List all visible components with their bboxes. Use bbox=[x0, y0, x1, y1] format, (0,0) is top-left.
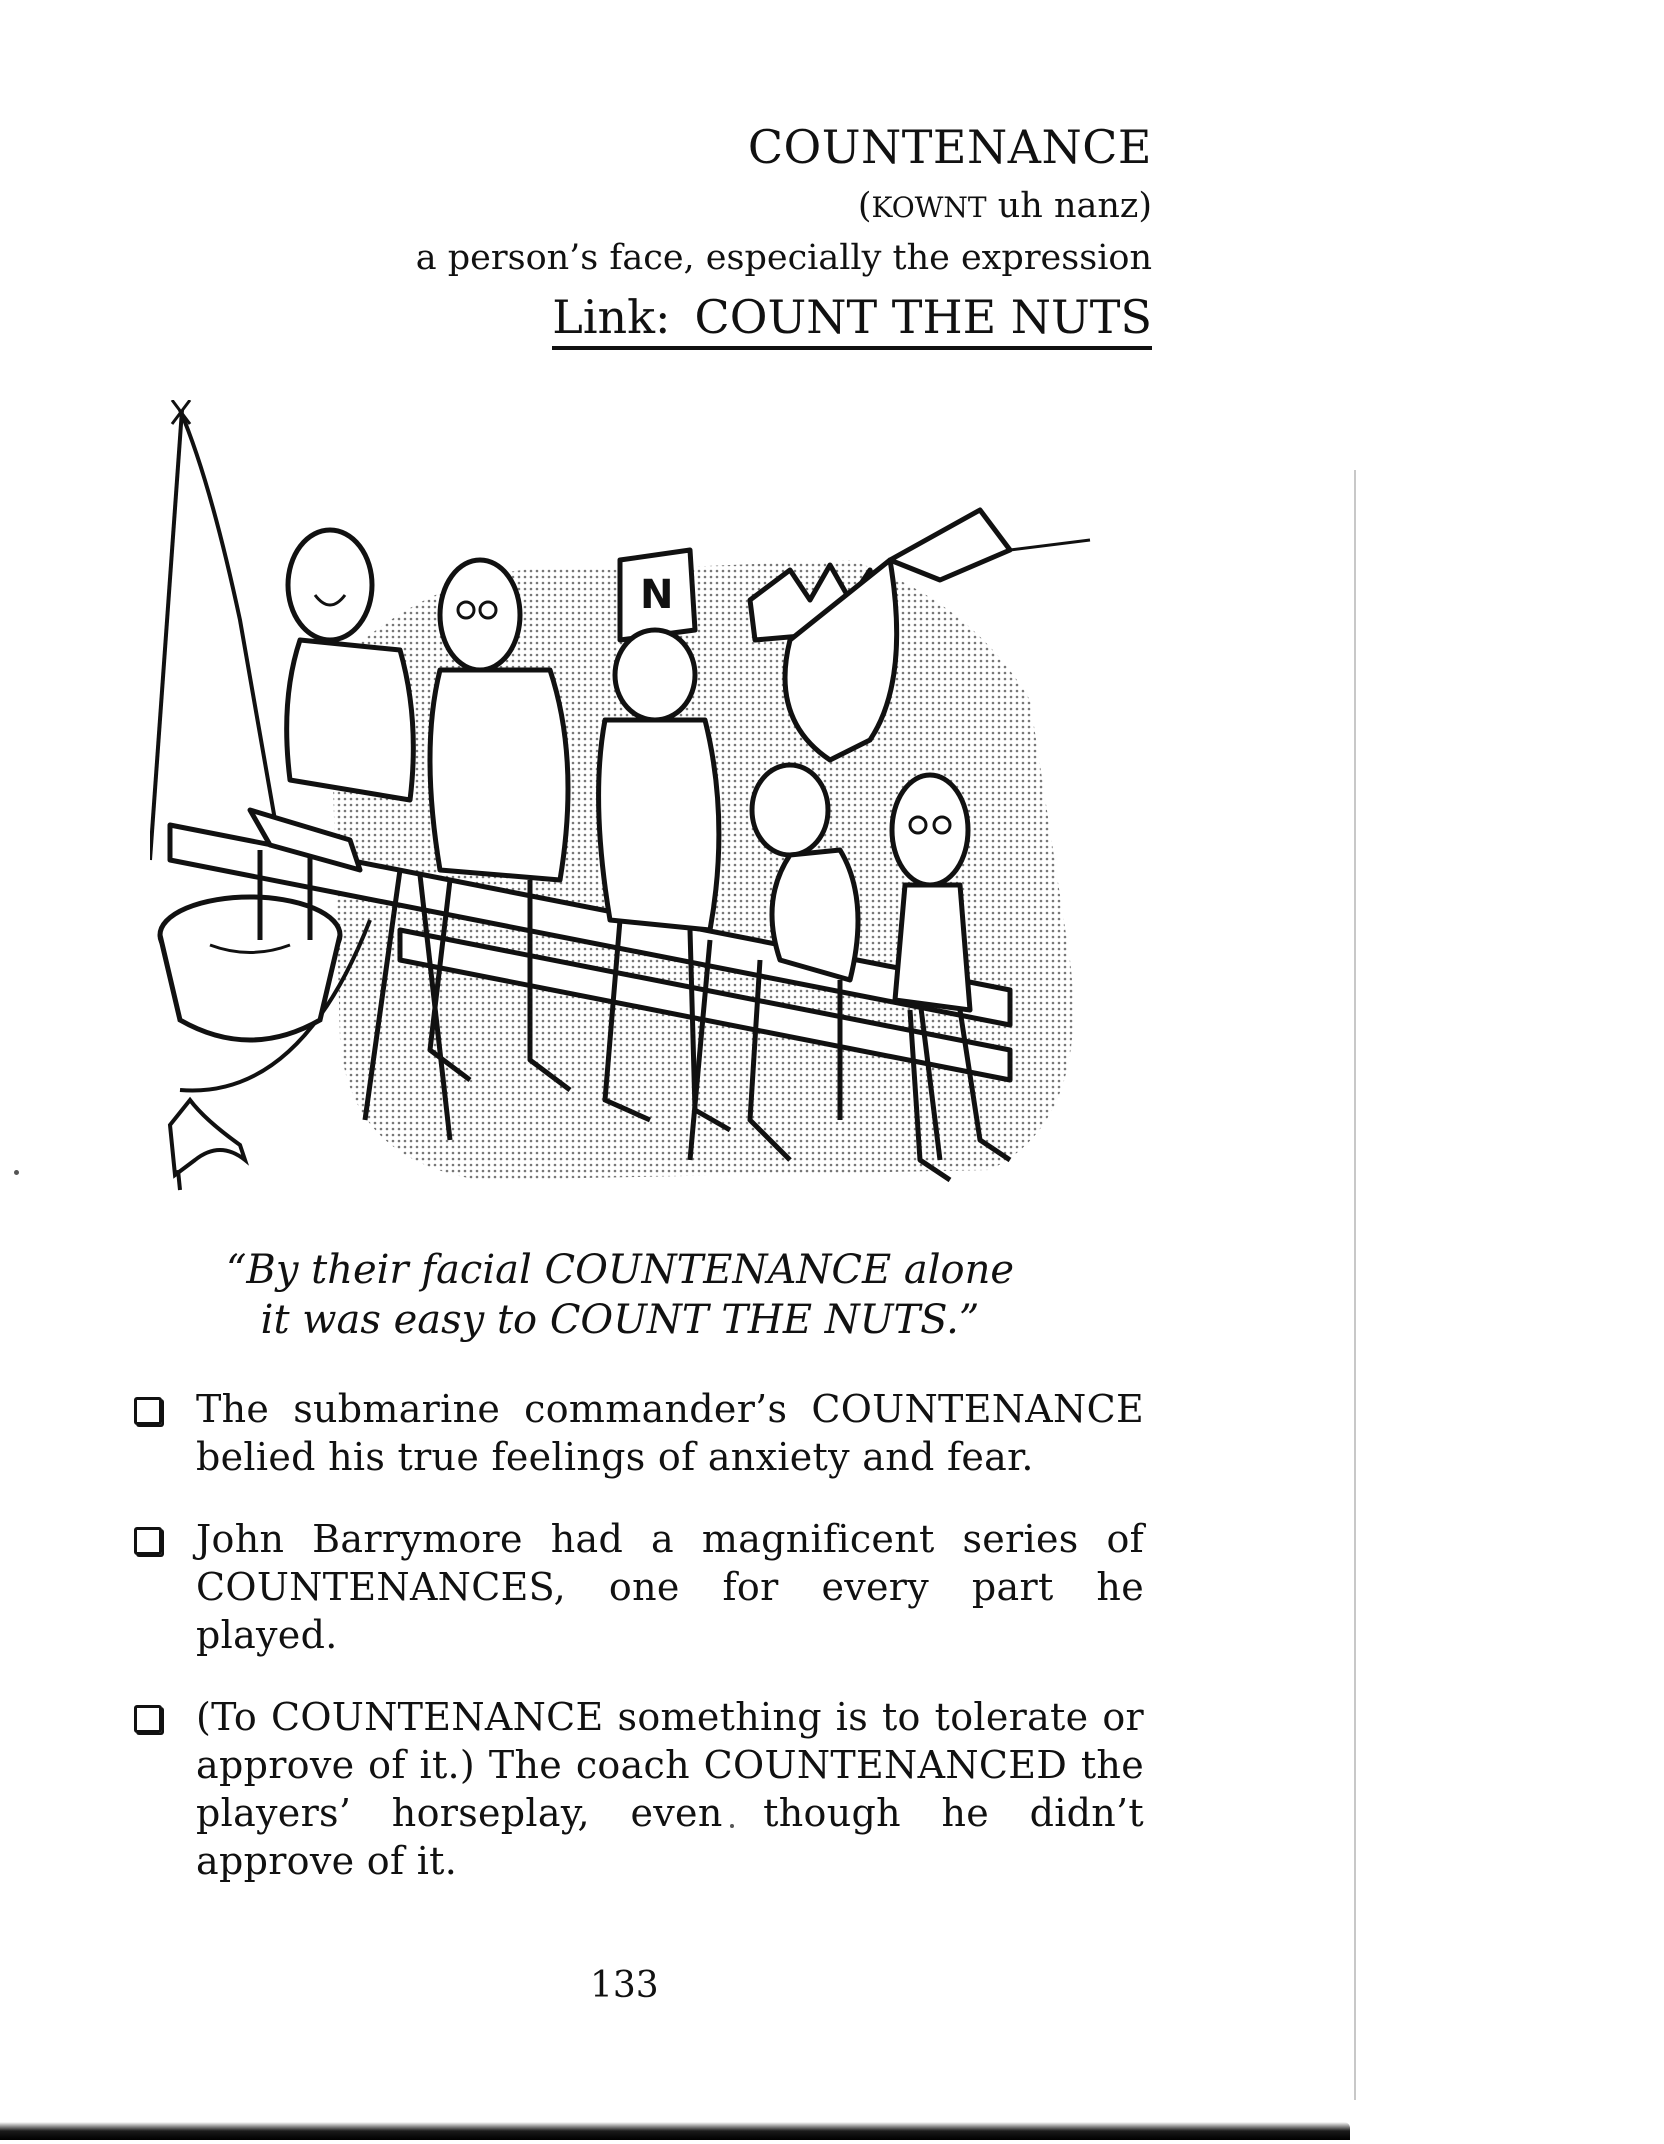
example-item bbox=[134, 1385, 1144, 1481]
link-phrase: COUNT THE NUTS bbox=[694, 290, 1152, 344]
pronunciation-caps: KOWNT bbox=[871, 191, 987, 224]
caption-line-2: it was easy to COUNT THE NUTS.” bbox=[260, 1297, 980, 1343]
example-text: (To COUNTENANCE something is to tolerate or approve of it.) The coach COUNTENANCED the players’ horseplay, even though he didn’t approve of it. bbox=[196, 1695, 1144, 1883]
link-label: Link: bbox=[552, 290, 671, 344]
scan-speck bbox=[14, 1170, 19, 1175]
cartoon-illustration bbox=[150, 400, 1130, 1220]
page-number: 133 bbox=[590, 1965, 659, 2006]
water-bucket bbox=[160, 897, 340, 1040]
link-line bbox=[552, 290, 1152, 350]
page-bottom-shadow bbox=[0, 2122, 1350, 2140]
checkbox-icon bbox=[134, 1527, 162, 1555]
bucket-logo-letter: N bbox=[640, 572, 674, 618]
example-item bbox=[134, 1515, 1144, 1659]
example-text: John Barrymore had a magnificent series of COUNTENANCES, one for every part he played. bbox=[196, 1517, 1144, 1657]
caption-line-1: “By their facial COUNTENANCE alone bbox=[225, 1247, 1015, 1293]
definition: a person’s face, especially the expression bbox=[415, 238, 1152, 278]
high-heel-shoe bbox=[170, 1100, 245, 1190]
checkbox-icon bbox=[134, 1705, 162, 1733]
illustration-caption bbox=[200, 1245, 1040, 1345]
pronunciation-open: ( bbox=[857, 186, 872, 226]
pronunciation bbox=[858, 186, 1152, 226]
example-list bbox=[134, 1385, 1144, 1919]
checkbox-icon bbox=[134, 1397, 162, 1425]
pronunciation-rest: uh nanz) bbox=[986, 186, 1152, 226]
page-edge-line bbox=[1354, 470, 1356, 2100]
example-item bbox=[134, 1693, 1144, 1885]
example-text: The submarine commander’s COUNTENANCE belied his true feelings of anxiety and fear. bbox=[196, 1387, 1144, 1479]
headword: COUNTENANCE bbox=[747, 120, 1152, 174]
